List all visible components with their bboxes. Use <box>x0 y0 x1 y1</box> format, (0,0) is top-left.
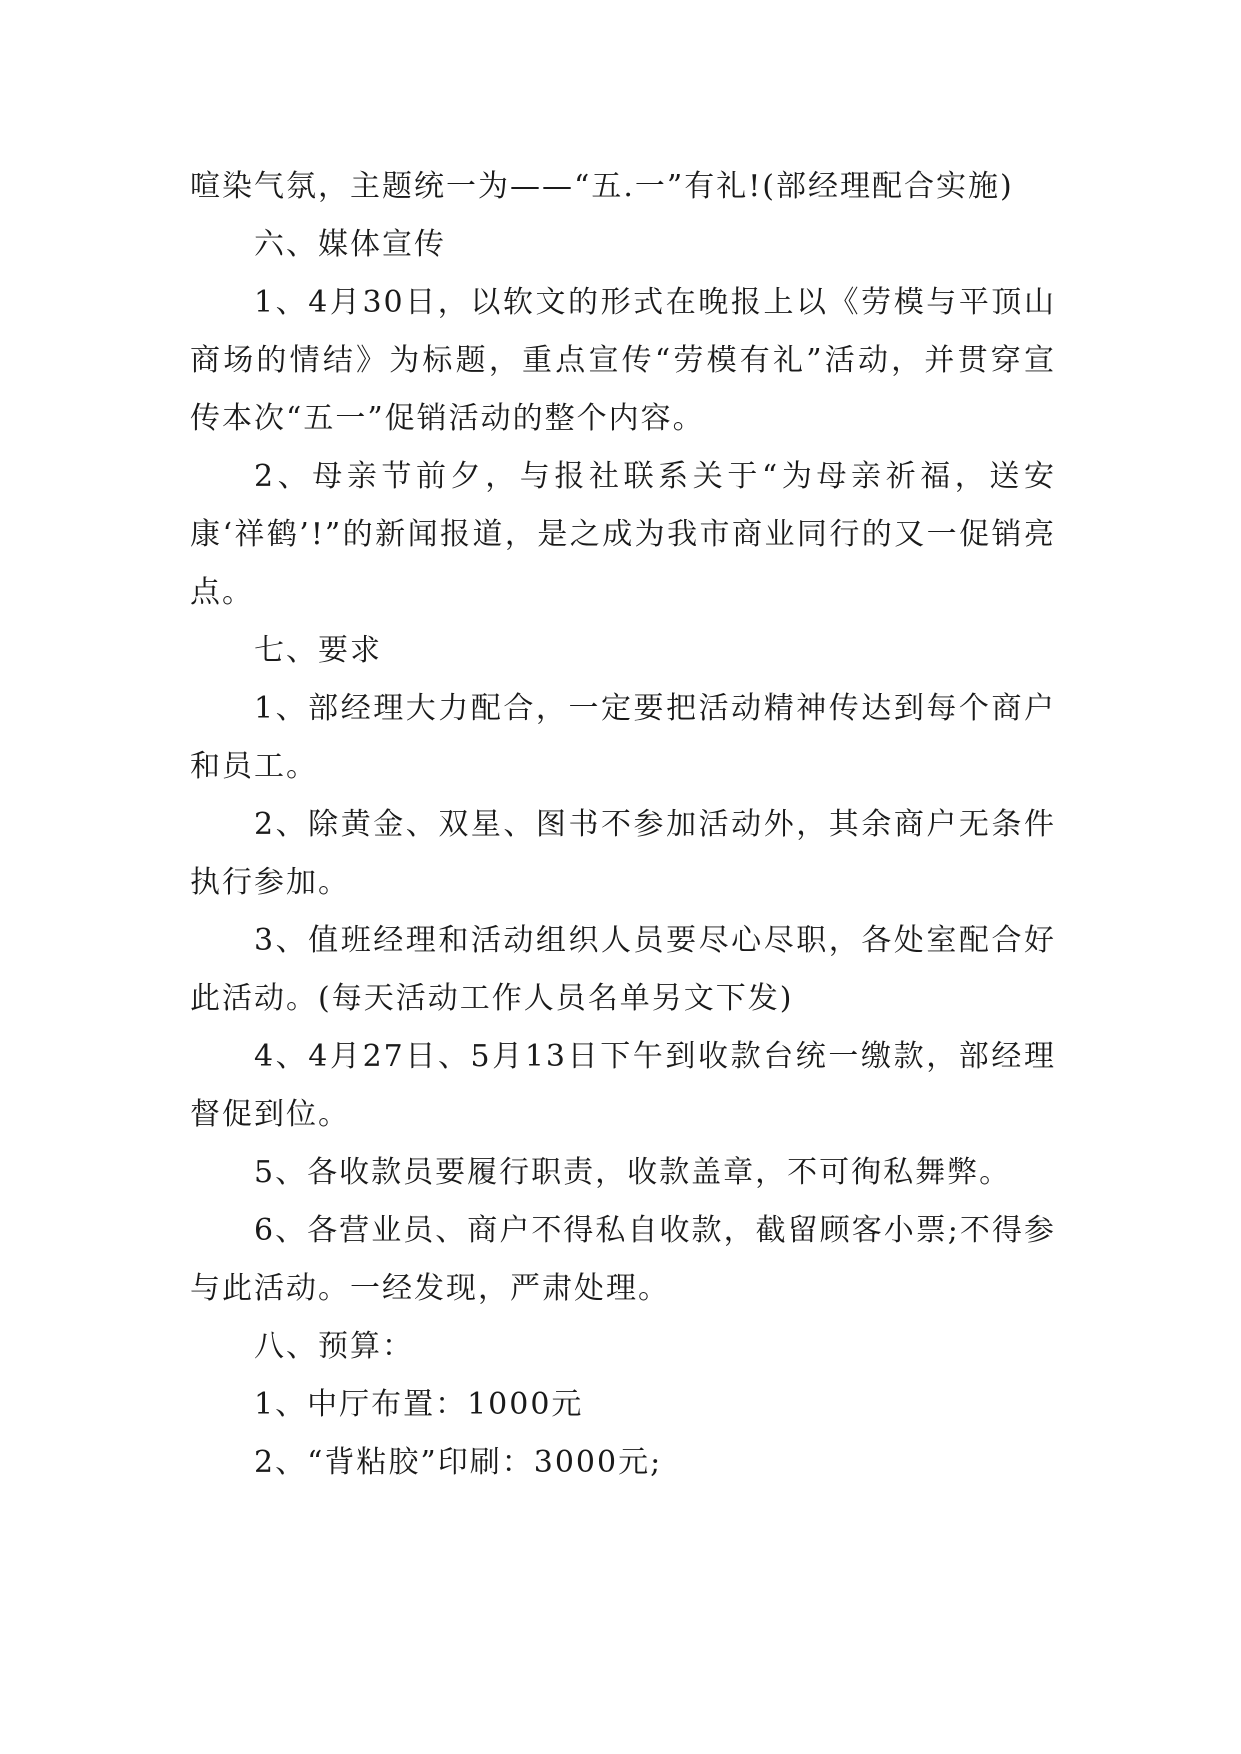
document-body <box>190 158 1056 1492</box>
heading-media-promotion: 六、媒体宣传 <box>254 227 446 262</box>
paragraph-budget-1: 1、中厅布置：1000元 <box>254 1387 584 1422</box>
heading-requirements: 七、要求 <box>254 633 382 668</box>
paragraph-budget-2: 2、“背粘胶”印刷：3000元; <box>254 1445 663 1480</box>
paragraph-requirement-6: 6、各营业员、商户不得私自收款，截留顾客小票;不得参与此活动。一经发现，严肃处理。 <box>190 1213 1056 1306</box>
paragraph-media-1: 1、4月30日，以软文的形式在晚报上以《劳模与平顶山商场的情结》为标题，重点宣传“劳模有礼”活动，并贯穿宣传本次“五一”促销活动的整个内容。 <box>190 285 1056 436</box>
heading-budget: 八、预算： <box>254 1329 414 1364</box>
paragraph-requirement-1: 1、部经理大力配合，一定要把活动精神传达到每个商户和员工。 <box>190 691 1056 784</box>
paragraph-requirement-4: 4、4月27日、5月13日下午到收款台统一缴款，部经理督促到位。 <box>190 1039 1056 1132</box>
paragraph-media-2: 2、母亲节前夕，与报社联系关于“为母亲祈福，送安康‘祥鹤’!”的新闻报道，是之成为我市商业同行的又一促销亮点。 <box>190 459 1056 610</box>
paragraph-requirement-5: 5、各收款员要履行职责，收款盖章，不可徇私舞弊。 <box>254 1155 1012 1190</box>
paragraph-requirement-3: 3、值班经理和活动组织人员要尽心尽职，各处室配合好此活动。(每天活动工作人员名单另文下发) <box>190 923 1056 1016</box>
paragraph-intro: 喧染气氛，主题统一为——“五.一”有礼!(部经理配合实施) <box>190 169 1014 204</box>
paragraph-requirement-2: 2、除黄金、双星、图书不参加活动外，其余商户无条件执行参加。 <box>190 807 1056 900</box>
